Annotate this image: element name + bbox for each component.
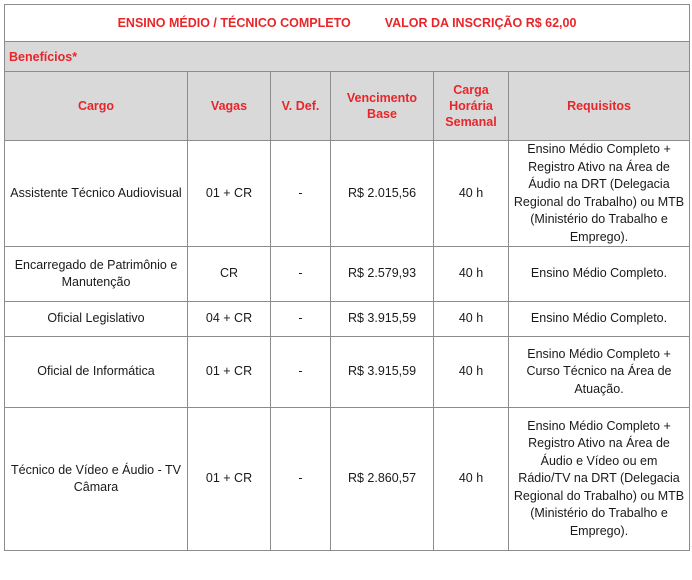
cell-vdef: - [271, 247, 331, 302]
header-vencimento: Vencimento Base [331, 72, 434, 141]
cell-cargo: Encarregado de Patrimônio e Manutenção [5, 247, 188, 302]
cell-requisitos: Ensino Médio Completo + Registro Ativo na Área de Áudio e Vídeo ou em Rádio/TV na DRT (Delegacia Regional do Trabalho) ou MTB (Ministério do Trabalho e Emprego). [509, 408, 690, 551]
job-positions-table [4, 4, 690, 551]
education-level-title: ENSINO MÉDIO / TÉCNICO COMPLETO [117, 16, 351, 30]
cell-vencimento: R$ 2.579,93 [331, 247, 434, 302]
cell-requisitos: Ensino Médio Completo. [509, 302, 690, 337]
table-row [5, 302, 690, 337]
cell-vagas: 01 + CR [188, 141, 271, 247]
table-row [5, 141, 690, 247]
cell-vdef: - [271, 302, 331, 337]
cell-carga: 40 h [434, 408, 509, 551]
cell-carga: 40 h [434, 141, 509, 247]
table-title [5, 5, 690, 42]
cell-vencimento: R$ 2.015,56 [331, 141, 434, 247]
header-vdef: V. Def. [271, 72, 331, 141]
cell-vencimento: R$ 2.860,57 [331, 408, 434, 551]
cell-vdef: - [271, 141, 331, 247]
cell-vencimento: R$ 3.915,59 [331, 302, 434, 337]
table-row [5, 408, 690, 551]
header-cargo: Cargo [5, 72, 188, 141]
cell-vagas: CR [188, 247, 271, 302]
cell-vencimento: R$ 3.915,59 [331, 337, 434, 408]
header-carga-horaria: Carga Horária Semanal [434, 72, 509, 141]
cell-vagas: 01 + CR [188, 337, 271, 408]
cell-vdef: - [271, 408, 331, 551]
registration-fee: VALOR DA INSCRIÇÃO R$ 62,00 [384, 16, 577, 30]
cell-requisitos: Ensino Médio Completo + Registro Ativo na Área de Áudio na DRT (Delegacia Regional do Trabalho) ou MTB (Ministério do Trabalho e Emprego). [509, 141, 690, 247]
cell-carga: 40 h [434, 302, 509, 337]
title-row [5, 5, 690, 42]
table-row [5, 337, 690, 408]
header-vagas: Vagas [188, 72, 271, 141]
cell-carga: 40 h [434, 247, 509, 302]
cell-vdef: - [271, 337, 331, 408]
benefits-row [5, 42, 690, 72]
cell-vagas: 01 + CR [188, 408, 271, 551]
table-row [5, 247, 690, 302]
cell-cargo: Oficial Legislativo [5, 302, 188, 337]
cell-carga: 40 h [434, 337, 509, 408]
benefits-label: Benefícios* [5, 42, 690, 72]
header-requisitos: Requisitos [509, 72, 690, 141]
cell-requisitos: Ensino Médio Completo. [509, 247, 690, 302]
cell-vagas: 04 + CR [188, 302, 271, 337]
cell-cargo: Técnico de Vídeo e Áudio - TV Câmara [5, 408, 188, 551]
header-row [5, 72, 690, 141]
cell-requisitos: Ensino Médio Completo + Curso Técnico na Área de Atuação. [509, 337, 690, 408]
cell-cargo: Oficial de Informática [5, 337, 188, 408]
cell-cargo: Assistente Técnico Audiovisual [5, 141, 188, 247]
